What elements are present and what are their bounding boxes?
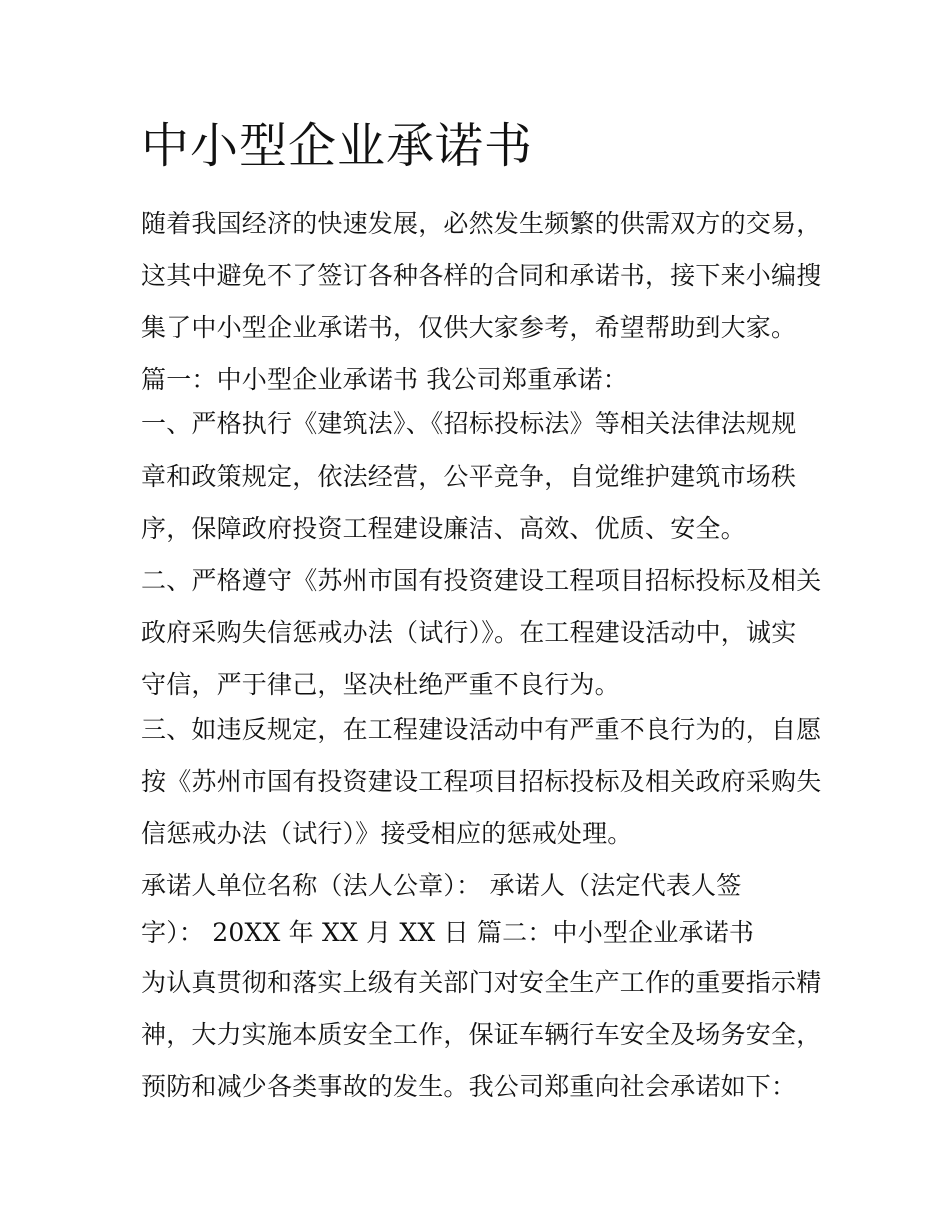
body-line: 集了中小型企业承诺书，仅供大家参考，希望帮助到大家。 [141,313,797,342]
body-line: 政府采购失信惩戒办法（试行）》。在工程建设活动中，诚实 [141,618,797,647]
body-line: 预防和减少各类事故的发生。我公司郑重向社会承诺如下： [141,1072,797,1101]
document-title: 中小型企业承诺书 [141,118,534,174]
body-line: 这其中避免不了签订各种各样的合同和承诺书，接下来小编搜 [141,261,822,290]
body-line: 二、严格遵守《苏州市国有投资建设工程项目招标投标及相关 [141,566,822,595]
section-heading-line: 篇一：中小型企业承诺书 我公司郑重承诺： [141,365,628,394]
date-line: 字）： 20XX 年 XX 月 XX 日 篇二：中小型企业承诺书 [141,918,755,947]
body-line: 守信，严于律己，坚决杜绝严重不良行为。 [141,670,620,699]
body-line: 三、如违反规定，在工程建设活动中有严重不良行为的，自愿 [141,715,822,744]
body-line: 章和政策规定，依法经营，公平竞争，自觉维护建筑市场秩 [141,462,797,491]
body-line: 信惩戒办法（试行）》接受相应的惩戒处理。 [141,819,633,848]
body-line: 一、严格执行《建筑法》、《招标投标法》等相关法律法规规 [141,409,797,438]
signature-line: 承诺人单位名称（法人公章）： 承诺人（法定代表人签 [141,871,742,900]
body-line: 神，大力实施本质安全工作，保证车辆行车安全及场务安全， [141,1020,822,1049]
body-line: 随着我国经济的快速发展，必然发生频繁的供需双方的交易， [141,209,822,238]
body-line: 为认真贯彻和落实上级有关部门对安全生产工作的重要指示精 [141,968,822,997]
body-line: 序，保障政府投资工程建设廉洁、高效、优质、安全。 [141,514,746,543]
body-line: 按《苏州市国有投资建设工程项目招标投标及相关政府采购失 [141,767,822,796]
